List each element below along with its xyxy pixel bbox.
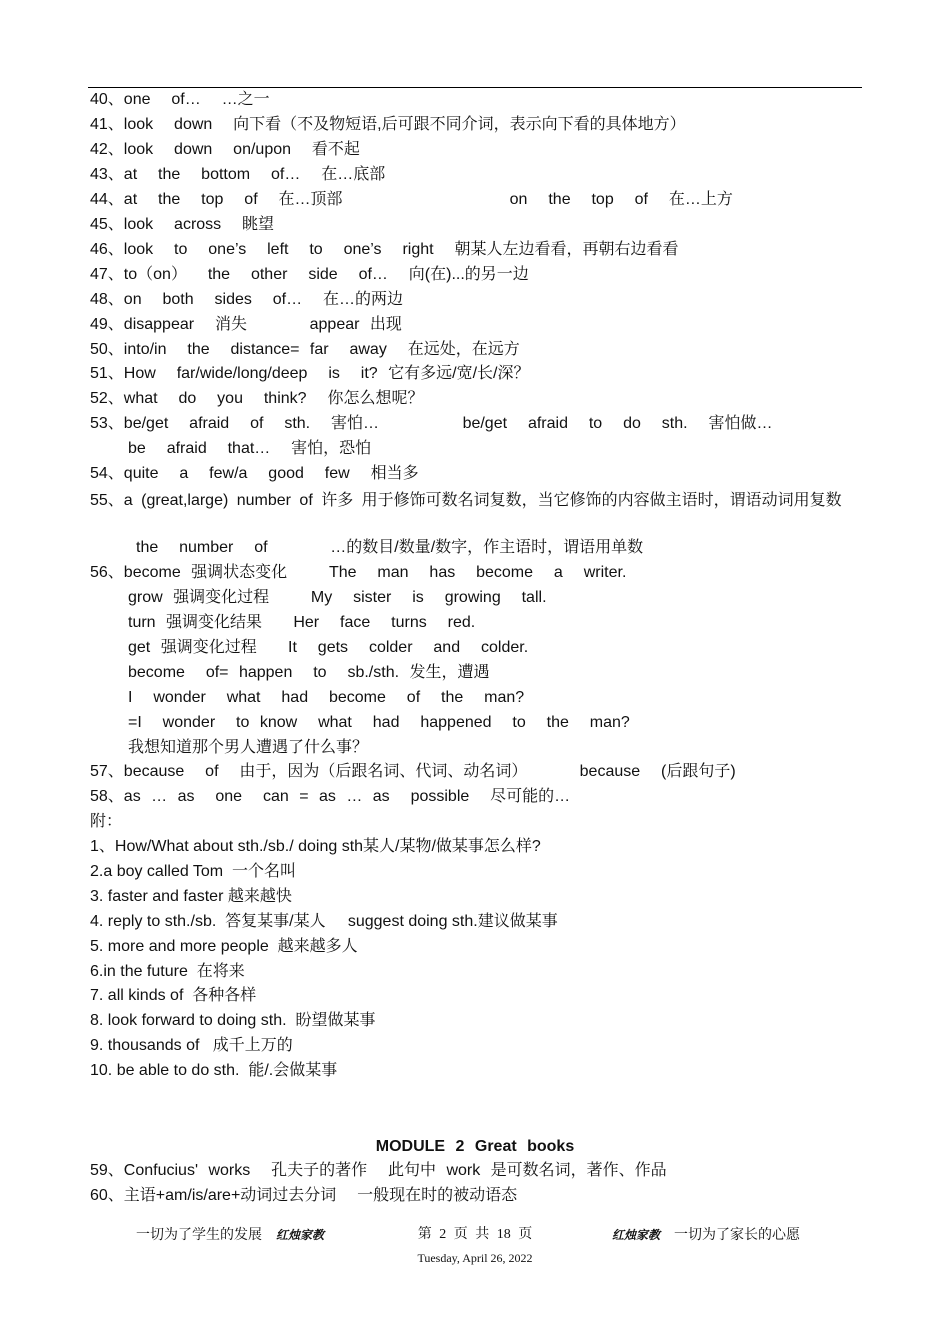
list-item: 57、because of 由于，因为（后跟名词、代词、动名词） because (后跟句子) (90, 763, 736, 780)
list-item: 42、look down on/upon 看不起 (90, 141, 360, 158)
footer-right-slogan: 一切为了家长的心愿 (674, 1228, 801, 1243)
list-item: 8. look forward to doing sth. 盼望做某事 (90, 1012, 376, 1029)
list-item: 10. be able to do sth. 能/.会做某事 (90, 1062, 338, 1079)
footer-right (612, 1226, 800, 1245)
list-item: 51、How far/wide/long/deep is it? 它有多远/宽/长/深？ (90, 365, 530, 382)
list-item: 5. more and more people 越来越多人 (90, 938, 358, 955)
list-item: 40、one of… …之一 (90, 91, 270, 108)
list-item: 41、look down 向下看（不及物短语,后可跟不同介词，表示向下看的具体地方） (90, 116, 686, 133)
list-item: 58、as … as one can = as … as possible 尽可能的… (90, 788, 571, 805)
header-rule (88, 87, 862, 88)
list-item: 53、be/get afraid of sth. 害怕… be/get afraid to do sth. 害怕做… (90, 415, 773, 432)
section-heading: MODULE 2 Great books (375, 1138, 575, 1155)
list-item: 9. thousands of 成千上万的 (90, 1037, 293, 1054)
list-item: =I wonder to know what had happened to the man? (128, 714, 630, 731)
list-item: turn 强调变化结果 Her face turns red. (128, 614, 476, 631)
list-item: be afraid that… 害怕，恐怕 (128, 440, 372, 457)
list-item: the number of …的数目/数量/数字，作主语时，谓语用单数 (136, 539, 644, 556)
list-item: 56、become 强调状态变化 The man has become a writer. (90, 564, 627, 581)
footer-right-brand: 红烛家教 (612, 1228, 661, 1242)
list-item: 43、at the bottom of… 在…底部 (90, 166, 386, 183)
list-item: 52、what do you think? 你怎么想呢？ (90, 390, 424, 407)
list-item: 6.in the future 在将来 (90, 963, 245, 980)
list-item: 54、quite a few/a good few 相当多 (90, 465, 419, 482)
list-item: get 强调变化过程 It gets colder and colder. (128, 639, 529, 656)
list-item: 47、to（on） the other side of… 向(在)...的另一边 (90, 266, 529, 283)
list-item: 2.a boy called Tom 一个名叫 (90, 863, 297, 880)
list-item: 59、Confucius' works 孔夫子的著作 此句中 work 是可数名词，著作、作品 (90, 1162, 667, 1179)
list-item: 46、look to one’s left to one’s right 朝某人左边看看，再朝右边看看 (90, 241, 679, 258)
list-item: 50、into/in the distance= far away 在远处，在远方 (90, 341, 520, 358)
page-number: 第 2 页 共 18 页 (417, 1227, 533, 1242)
list-item: 49、disappear 消失 appear 出现 (90, 316, 402, 333)
appendix-label: 附： (90, 813, 123, 830)
list-item: 44、at the top of 在…顶部 on the top of 在…上方 (90, 191, 733, 208)
list-item: 1、How/What about sth./sb./ doing sth某人/某物/做某事怎么样? (90, 838, 541, 855)
list-item: 45、look across 眺望 (90, 216, 275, 233)
list-item: 4. reply to sth./sb. 答复某事/某人 suggest doing sth.建议做某事 (90, 913, 558, 930)
list-item: grow 强调变化过程 My sister is growing tall. (128, 589, 547, 606)
footer-left-slogan: 一切为了学生的发展 (136, 1228, 262, 1243)
list-item: I wonder what had become of the man? (128, 689, 525, 706)
list-item: 3. faster and faster 越来越快 (90, 888, 292, 905)
list-item: 60、主语+am/is/are+动词过去分词 一般现在时的被动语态 (90, 1187, 518, 1204)
list-item: become of= happen to sb./sth. 发生，遭遇 (128, 664, 490, 681)
list-item: 48、on both sides of… 在…的两边 (90, 291, 403, 308)
list-item: 我想知道那个男人遭遇了什么事？ (128, 739, 369, 756)
list-item: 7. all kinds of 各种各样 (90, 987, 257, 1004)
footer-date: Tuesday, April 26, 2022 (417, 1251, 533, 1265)
footer-left-brand: 红烛家教 (276, 1228, 325, 1242)
list-item: 55、a (great,large) number of 许多 用于修饰可数名词复数，当它修饰的内容做主语时，谓语动词用复数 (90, 492, 842, 509)
